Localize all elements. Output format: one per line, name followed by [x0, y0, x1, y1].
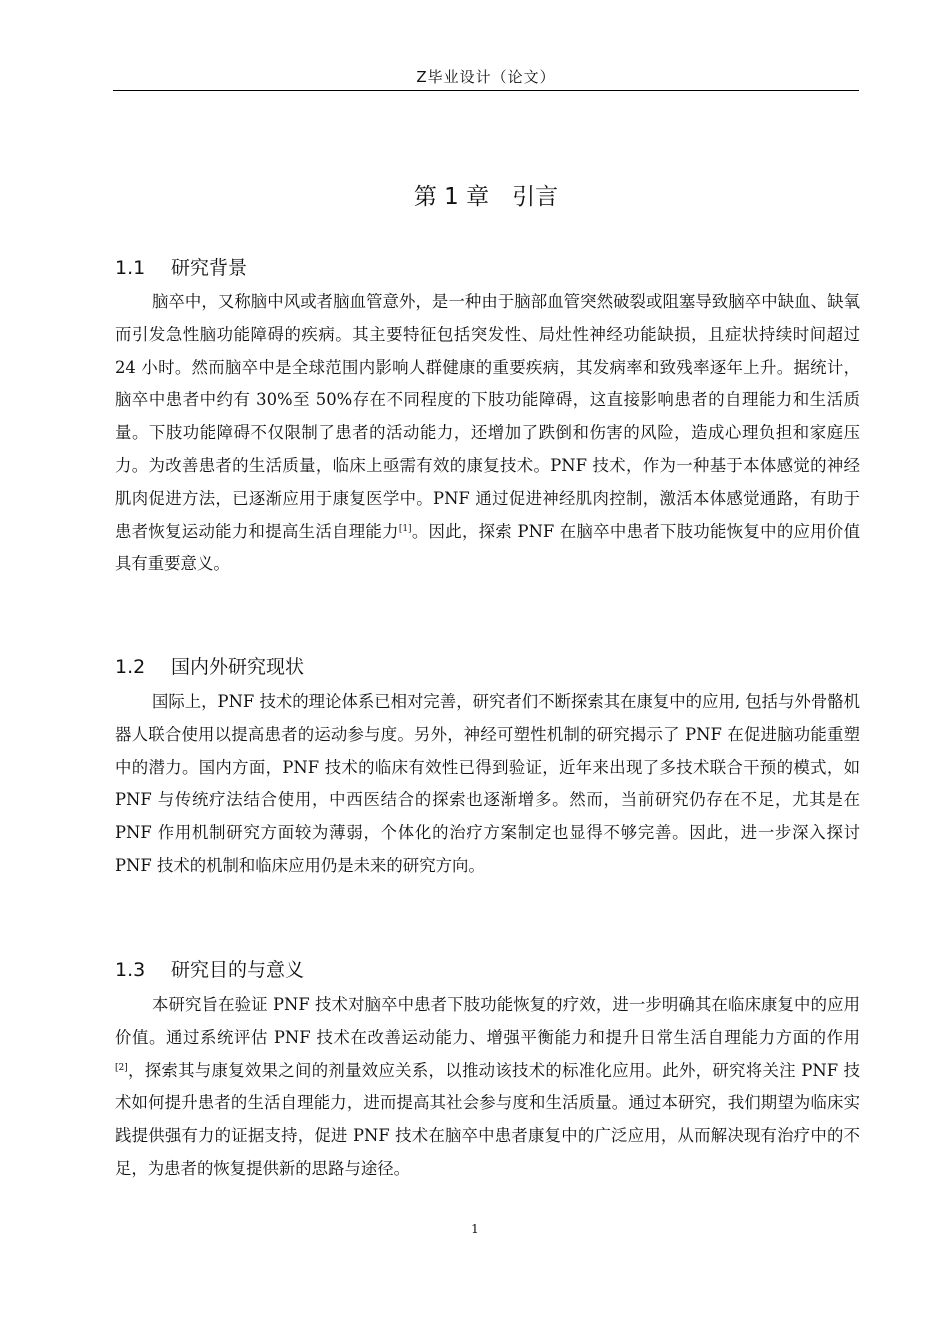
page-number: 1: [471, 1222, 479, 1236]
section-title: 研究目的与意义: [171, 959, 305, 981]
section-title: 研究背景: [171, 257, 248, 279]
paragraph-text: 国际上，PNF 技术的理论体系已相对完善，研究者们不断探索其在康复中的应用, 包括与外骨骼机器人联合使用以提高患者的运动参与度。另外，神经可塑性机制的研究揭示了 PNF 在促进脑功能重塑中的潜力。国内方面，PNF 技术的临床有效性已得到验证，近年来出现了多技术联合干预的模式，如 PNF 与传统疗法结合使用，中西医结合的探索也逐渐增多。然而，当前研究仍存在不足，尤其是在 PNF 作用机制研究方面较为薄弱，个体化的治疗方案制定也显得不够完善。因此，进一步深入探讨 PNF 技术的机制和临床应用仍是未来的研究方向。: [115, 692, 860, 875]
paragraph-research-purpose: [115, 989, 860, 1186]
citation-ref: [2]: [115, 1062, 128, 1073]
section-number: 1.3: [115, 959, 146, 981]
header-rule: [113, 90, 859, 91]
running-header: Z毕业设计（论文）: [416, 68, 556, 86]
section-heading-1-2: [115, 652, 304, 679]
section-heading-1-1: [115, 253, 247, 280]
section-heading-1-3: [115, 955, 304, 982]
paragraph-research-background: [115, 286, 860, 581]
section-number: 1.2: [115, 656, 146, 678]
chapter-title: 第 1 章 引言: [413, 184, 559, 210]
paragraph-text: 。因此，探索 PNF 在脑卒中患者下肢功能恢复中的应用价值具有重要意义。: [115, 521, 860, 574]
section-number: 1.1: [115, 257, 146, 279]
section-title: 国内外研究现状: [171, 656, 305, 678]
paragraph-text: 脑卒中，又称脑中风或者脑血管意外，是一种由于脑部血管突然破裂或阻塞导致脑卒中缺血、缺氧而引发急性脑功能障碍的疾病。其主要特征包括突发性、局灶性神经功能缺损，且症状持续时间超过 24 小时。然而脑卒中是全球范围内影响人群健康的重要疾病，其发病率和致残率逐年上升。据统计，脑卒中患者中约有 30%至 50%存在不同程度的下肢功能障碍，这直接影响患者的自理能力和生活质量。下肢功能障碍不仅限制了患者的活动能力，还增加了跌倒和伤害的风险，造成心理负担和家庭压力。为改善患者的生活质量，临床上亟需有效的康复技术。PNF 技术，作为一种基于本体感觉的神经肌肉促进方法，已逐渐应用于康复医学中。PNF 通过促进神经肌肉控制，激活本体感觉通路，有助于患者恢复运动能力和提高生活自理能力: [115, 292, 860, 541]
paragraph-research-status: [115, 686, 860, 883]
paragraph-text: ，探索其与康复效果之间的剂量效应关系，以推动该技术的标准化应用。此外，研究将关注 PNF 技术如何提升患者的生活自理能力，进而提高其社会参与度和生活质量。通过本研究，我们期望为临床实践提供强有力的证据支持，促进 PNF 技术在脑卒中患者康复中的广泛应用，从而解决现有治疗中的不足，为患者的恢复提供新的思路与途径。: [115, 1060, 860, 1178]
citation-ref: [1]: [398, 523, 412, 534]
paragraph-text: 本研究旨在验证 PNF 技术对脑卒中患者下肢功能恢复的疗效，进一步明确其在临床康复中的应用价值。通过系统评估 PNF 技术在改善运动能力、增强平衡能力和提升日常生活自理能力方面的作用: [115, 995, 860, 1047]
